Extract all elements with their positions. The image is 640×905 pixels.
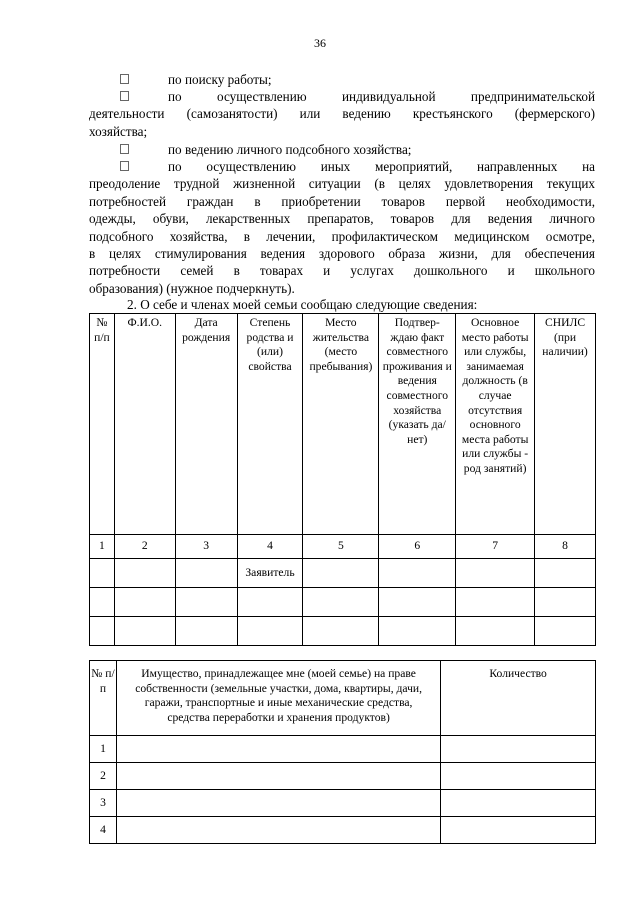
list-item xyxy=(89,71,595,88)
list-item-text: по поиску работы; xyxy=(168,72,272,87)
table-cell[interactable] xyxy=(90,559,115,588)
table-cell[interactable] xyxy=(303,588,379,617)
table-cell[interactable] xyxy=(175,588,237,617)
table-cell[interactable] xyxy=(441,790,596,817)
table-cell[interactable] xyxy=(456,617,535,646)
column-number: 6 xyxy=(379,535,456,559)
header-cell: Ф.И.О. xyxy=(114,314,175,535)
table-row xyxy=(90,736,596,763)
table-cell[interactable] xyxy=(379,588,456,617)
list-item-text: по ведению личного подсобного хозяйства; xyxy=(168,142,412,157)
table-cell[interactable] xyxy=(90,588,115,617)
table-cell[interactable] xyxy=(441,817,596,844)
table-row xyxy=(90,559,596,588)
list-item-text: потребностей граждан в приобретении товаров первой необходимости, xyxy=(89,193,595,209)
header-cell: Подтвер- ждаю факт совместного проживания и ведения совместного хозяйства (указать да/нет) xyxy=(379,314,456,535)
page-number: 36 xyxy=(314,36,326,50)
row-number: 1 xyxy=(90,736,117,763)
table-cell[interactable] xyxy=(114,588,175,617)
table-cell[interactable] xyxy=(456,559,535,588)
table-cell[interactable] xyxy=(116,790,440,817)
table-cell[interactable] xyxy=(456,588,535,617)
header-cell: Место жительства (место пребывания) xyxy=(303,314,379,535)
table-cell[interactable] xyxy=(237,617,303,646)
section-heading: 2. О себе и членах моей семьи сообщаю следующие сведения: xyxy=(127,297,478,312)
list-item-text: в целях стимулирования ведения здорового образа жизни, для обеспечения xyxy=(89,246,595,262)
table-cell[interactable] xyxy=(535,588,596,617)
table-cell[interactable] xyxy=(175,617,237,646)
header-cell: № п/п xyxy=(90,661,117,736)
table-header-row xyxy=(90,661,596,736)
checkbox-icon xyxy=(120,74,129,84)
checkbox-icon xyxy=(120,91,129,101)
column-number: 2 xyxy=(114,535,175,559)
checkbox-icon xyxy=(120,144,129,154)
list-item-text: преодоление трудной жизненной ситуации (в целях удовлетворения текущих xyxy=(89,176,595,192)
list-item-text: потребности семей в товарах и услугах дошкольного и школьного xyxy=(89,263,595,279)
list-item xyxy=(89,158,595,297)
table-row xyxy=(90,763,596,790)
table-header-row xyxy=(90,314,596,535)
table-cell[interactable] xyxy=(379,617,456,646)
column-number: 7 xyxy=(456,535,535,559)
list-item-text: подсобного хозяйства, в лечении, профилактическом медицинском осмотре, xyxy=(89,228,595,244)
list-item-text: образования) (нужное подчеркнуть). xyxy=(89,280,295,296)
table-row xyxy=(90,790,596,817)
table-cell[interactable] xyxy=(114,617,175,646)
checkbox-icon xyxy=(120,161,129,171)
header-cell: Количество xyxy=(441,661,596,736)
table-cell[interactable] xyxy=(114,559,175,588)
row-number: 2 xyxy=(90,763,117,790)
table-cell[interactable] xyxy=(535,617,596,646)
column-number: 5 xyxy=(303,535,379,559)
column-number: 4 xyxy=(237,535,303,559)
table-cell[interactable] xyxy=(175,559,237,588)
column-number: 3 xyxy=(175,535,237,559)
row-number: 4 xyxy=(90,817,117,844)
table-cell[interactable] xyxy=(116,736,440,763)
list-item xyxy=(89,88,595,140)
table-cell[interactable] xyxy=(441,736,596,763)
header-cell: № п/п xyxy=(90,314,115,535)
table-cell[interactable]: Заявитель xyxy=(237,559,303,588)
table-cell[interactable] xyxy=(116,817,440,844)
list-item-text: деятельности (самозанятости) или ведению крестьянского (фермерского) xyxy=(89,106,595,122)
family-table xyxy=(89,313,596,646)
table-cell[interactable] xyxy=(441,763,596,790)
header-cell: Степень родства и (или) свойства xyxy=(237,314,303,535)
header-cell: СНИЛС (при наличии) xyxy=(535,314,596,535)
row-number: 3 xyxy=(90,790,117,817)
list-item-text: хозяйства; xyxy=(89,123,148,139)
header-cell: Основное место работы или службы, занимаемая должность (в случае отсутствия основного места работы или службы - род занятий) xyxy=(456,314,535,535)
table-cell[interactable] xyxy=(90,617,115,646)
table-row xyxy=(90,817,596,844)
table-row xyxy=(90,617,596,646)
list-item-text: по осуществлению индивидуальной предпринимательской xyxy=(168,89,595,104)
table-cell[interactable] xyxy=(237,588,303,617)
column-number-row xyxy=(90,535,596,559)
table-row xyxy=(90,588,596,617)
table-cell[interactable] xyxy=(303,559,379,588)
table-cell[interactable] xyxy=(303,617,379,646)
table-cell[interactable] xyxy=(116,763,440,790)
list-item-text: по осуществлению иных мероприятий, направленных на xyxy=(168,159,595,174)
header-cell: Имущество, принадлежащее мне (моей семье) на праве собственности (земельные участки, дома, квартиры, дачи, гаражи, транспортные и иные механические средства, средства переработки и хранения продуктов) xyxy=(116,661,440,736)
property-table xyxy=(89,660,596,844)
list-item-text: одежды, обуви, лекарственных препаратов, товаров для ведения личного xyxy=(89,211,595,227)
column-number: 1 xyxy=(90,535,115,559)
list-item xyxy=(89,141,595,158)
table-cell[interactable] xyxy=(535,559,596,588)
header-cell: Дата рождения xyxy=(175,314,237,535)
column-number: 8 xyxy=(535,535,596,559)
table-cell[interactable] xyxy=(379,559,456,588)
